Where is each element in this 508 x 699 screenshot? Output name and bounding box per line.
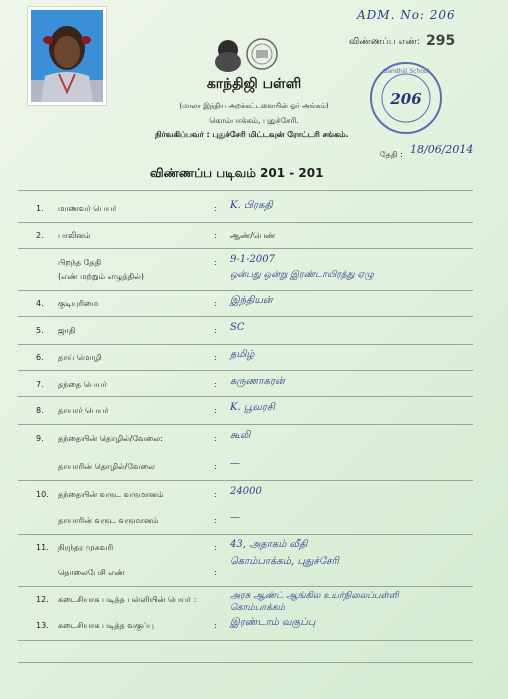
field-value-address-line2: கொம்பாக்கம், புதுச்சேரி <box>230 556 339 567</box>
field-label-mother-income: தாயாரின் வருட வருமானம் <box>58 516 159 525</box>
divider <box>18 662 473 663</box>
field-value-last-school: அரசு ஆண்ட் ஆங்கில உயர்நிலைப்பள்ளி <box>230 591 399 601</box>
form-title: விண்ணப்ப படிவம் 201 - 201 <box>150 166 324 180</box>
stamp-number: 206 <box>390 90 422 108</box>
field-value-student-name: K. பிரகதி <box>230 200 273 211</box>
field-label-mother-occupation: தாயாரின் தொழில்/வேலை <box>58 462 155 471</box>
divider <box>18 640 473 641</box>
date-label: தேதி : <box>380 150 403 159</box>
field-label-last-school: கடைசியாக படித்த பள்ளியின் பெயர் : <box>58 595 197 604</box>
divider <box>18 424 473 425</box>
divider <box>18 248 473 249</box>
field-label-dob-words: (எண் மற்றும் எழுத்தில்) <box>58 272 144 281</box>
field-label-phone: தொலைபேசி எண் <box>58 568 125 577</box>
application-form-page: ADM. No: 206 விண்ணப்ப எண்: 295 காந்திஜி பள்ளி (மாலா இந்திய அறக்கட்டளையின் ஓர் அங்கம்) கொம்பாக்கம், புதுச்சேரி. நிர்வகிப்பவர் : புதுச்சேரி மிட்டவுன் ரோட்டரி சங்கம். Gandhiji School 206 தேதி : 18/06/2014 விண்ணப்ப படிவம் 201 - 201 1. மாணவர் பெயர் : K. பிரகதி 2. பாலினம் : ஆண்/பெண் பிறந்த தேதி : 9-1-2007 (எண் மற்றும் எழுத்தில்) ஒன்பது ஒன்று இரண்டாயிரத்து ஏழு 4. குடியுரிமை : இந்தியன் 5. ஜாதி : SC 6. தாய் மொழி : தமிழ் 7. தந்தை பெயர் : கருணாகரன் 8. தாயார் பெயர் : K. பூவரசி 9. தந்தையின் தொழில்/வேலை: : கூலி தாயாரின் தொழில்/வேலை : — 10. தந்தையின் வருட வருமானம் : 24000 தாயாரின் வருட வருமானம் : — 11. நிரந்தர முகவரி : 43, அதாகம் வீதி தொலைபேசி எண் : கொம்பாக்கம், புதுச்சேரி 12. கடைசியாக படித்த பள்ளியின் பெயர் : அரசு ஆண்ட் ஆங்கில உயர்நிலைப்பள்ளி கொம்பாக்கம் 13. கடைசியாக படித்த வகுப்பு : இரண்டாம் வகுப்பு <box>0 0 508 699</box>
divider <box>18 316 473 317</box>
field-number: 7. <box>36 380 44 389</box>
divider <box>18 396 473 397</box>
school-stamp <box>368 60 444 140</box>
field-number: 10. <box>36 490 49 499</box>
field-value-last-school-line2: கொம்பாக்கம் <box>230 603 285 613</box>
field-label-last-class: கடைசியாக படித்த வகுப்பு <box>58 621 154 630</box>
field-value-gender: ஆண்/பெண் <box>230 231 276 240</box>
field-number: 9. <box>36 434 44 443</box>
divider <box>18 344 473 345</box>
field-value-dob: 9-1-2007 <box>230 254 275 265</box>
school-logo <box>214 36 284 78</box>
admission-number: ADM. No: 206 <box>357 8 456 22</box>
divider <box>18 480 473 481</box>
field-value-mother-income: — <box>230 512 240 523</box>
field-number: 2. <box>36 231 44 240</box>
field-label-father-income: தந்தையின் வருட வருமானம் <box>58 490 164 499</box>
divider <box>18 190 473 191</box>
field-number: 8. <box>36 406 44 415</box>
field-label-dob: பிறந்த தேதி <box>58 258 102 267</box>
field-value-mother-tongue: தமிழ் <box>230 349 255 360</box>
divider <box>18 370 473 371</box>
field-label-mother-name: தாயார் பெயர் <box>58 406 109 415</box>
application-number: 295 <box>426 33 456 49</box>
field-label-mother-tongue: தாய் மொழி <box>58 353 102 362</box>
school-subtitle: (மாலா இந்திய அறக்கட்டளையின் ஓர் அங்கம்) <box>179 102 329 110</box>
field-value-mother-occupation: — <box>230 458 240 469</box>
field-value-father-income: 24000 <box>230 486 262 497</box>
field-label-student-name: மாணவர் பெயர் <box>58 204 117 213</box>
divider <box>18 586 473 587</box>
field-label-father-occupation: தந்தையின் தொழில்/வேலை: <box>58 434 163 443</box>
field-number: 6. <box>36 353 44 362</box>
field-label-gender: பாலினம் <box>58 231 91 240</box>
field-number: 1. <box>36 204 44 213</box>
field-number: 11. <box>36 543 49 552</box>
divider <box>18 534 473 535</box>
field-number: 13. <box>36 621 49 630</box>
field-value-address: 43, அதாகம் வீதி <box>230 539 308 550</box>
field-value-father-name: கருணாகரன் <box>230 376 285 387</box>
field-label-caste: ஜாதி <box>58 326 76 335</box>
divider <box>18 222 473 223</box>
stamp-text: Gandhiji School <box>382 68 430 75</box>
field-number: 5. <box>36 326 44 335</box>
field-value-father-occupation: கூலி <box>230 430 251 441</box>
field-value-last-class: இரண்டாம் வகுப்பு <box>230 617 316 628</box>
field-number: 4. <box>36 299 44 308</box>
field-label-father-name: தந்தை பெயர் <box>58 380 107 389</box>
field-label-nationality: குடியுரிமை <box>58 299 99 308</box>
field-value-caste: SC <box>230 322 245 333</box>
divider <box>18 290 473 291</box>
field-label-address: நிரந்தர முகவரி <box>58 543 114 552</box>
school-location: கொம்பாக்கம், புதுச்சேரி. <box>209 116 299 125</box>
application-number-label: விண்ணப்ப எண்: <box>349 37 420 47</box>
school-management: நிர்வகிப்பவர் : புதுச்சேரி மிட்டவுன் ரோட்டரி சங்கம். <box>155 130 349 139</box>
date-value: 18/06/2014 <box>410 143 474 156</box>
school-name: காந்திஜி பள்ளி <box>206 76 302 92</box>
field-value-dob-words: ஒன்பது ஒன்று இரண்டாயிரத்து ஏழு <box>230 270 375 280</box>
field-value-nationality: இந்தியன் <box>230 295 273 306</box>
field-value-mother-name: K. பூவரசி <box>230 402 275 413</box>
field-number: 12. <box>36 595 49 604</box>
